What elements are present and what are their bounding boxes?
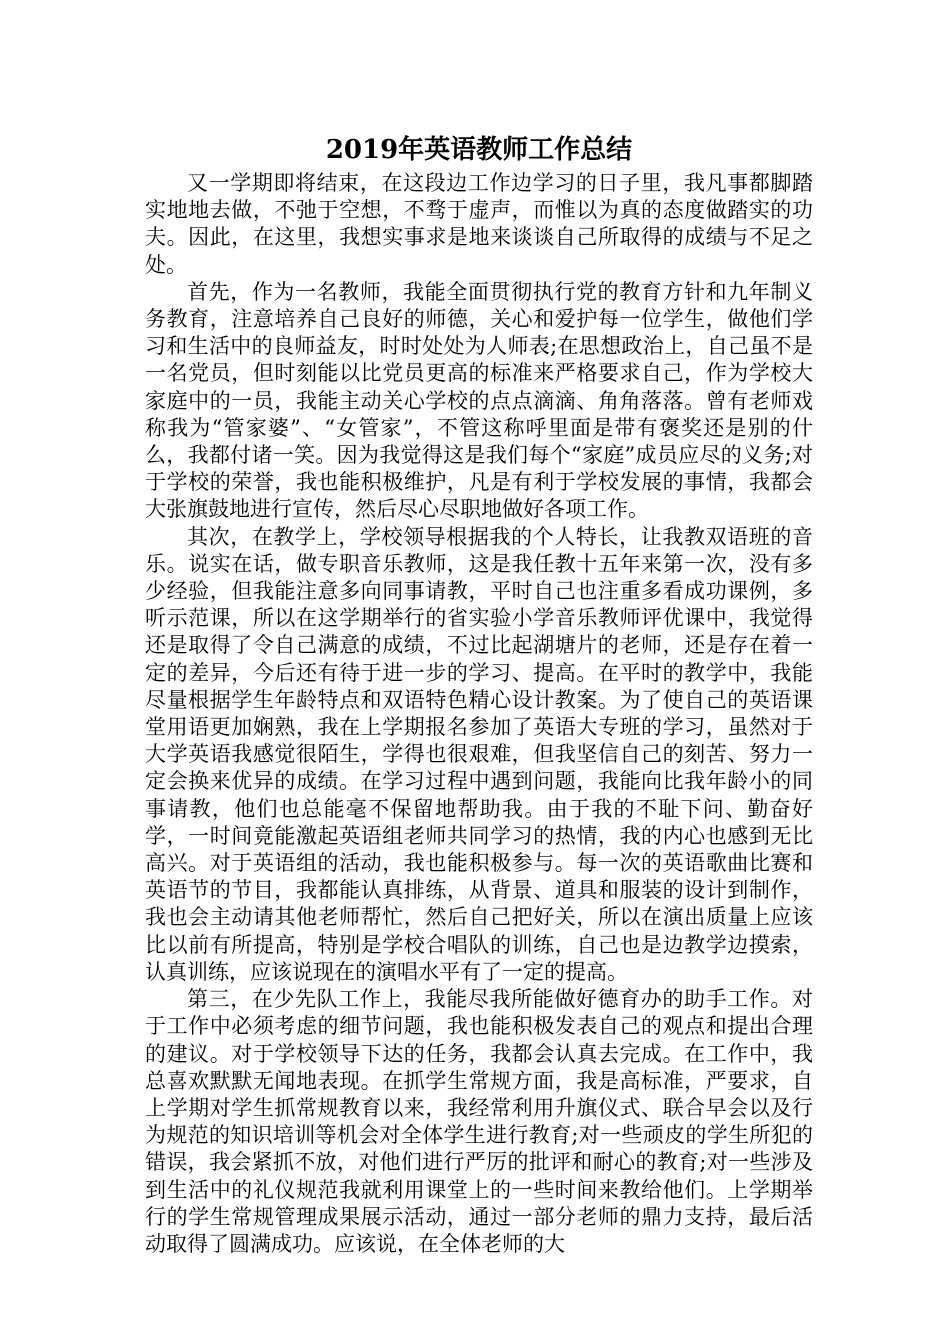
paragraph-second: 其次，在教学上，学校领导根据我的个人特长，让我教双语班的音乐。说实在话，做专职音乐教师，这是我任教十五年来第一次，没有多少经验，但我能注意多向同事请教，平时自己也注重多看成功课例，多听示范课，所以在这学期举行的省实验小学音乐教师评优课中，我觉得还是取得了令自己满意的成绩，不过比起湖塘片的老师，还是存在着一定的差异，今后还有待于进一步的学习、提高。在平时的教学中，我能尽量根据学生年龄特点和双语特色精心设计教案。为了使自己的英语课堂用语更加娴熟，我在上学期报名参加了英语大专班的学习，虽然对于大学英语我感觉很陌生，学得也很艰难，但我坚信自己的刻苦、努力一定会换来优异的成绩。在学习过程中遇到问题，我能向比我年龄小的同事请教，他们也总能毫不保留地帮助我。由于我的不耻下问、勤奋好学，一时间竟能激起英语组老师共同学习的热情，我的内心也感到无比高兴。对于英语组的活动，我也能积极参与。每一次的英语歌曲比赛和英语节的节目，我都能认真排练，从背景、道具和服装的设计到制作，我也会主动请其他老师帮忙，然后自己把好关，所以在演出质量上应该比以前有所提高，特别是学校合唱队的训练，自己也是边教学边摸索，认真训练，应该说现在的演唱水平有了一定的提高。 <box>145 524 813 984</box>
paragraph-first: 首先，作为一名教师，我能全面贯彻执行党的教育方针和九年制义务教育，注意培养自己良好的师德，关心和爱护每一位学生，做他们学习和生活中的良师益友，时时处处为人师表;在思想政治上，自己虽不是一名党员，但时刻能以比党员更高的标准来严格要求自己，作为学校大家庭中的一员，我能主动关心学校的点点滴滴、角角落落。曾有老师戏称我为“管家婆”、“女管家”，不管这称呼里面是带有褒奖还是别的什么，我都付诸一笑。因为我觉得这是我们每个“家庭”成员应尽的义务;对于学校的荣誉，我也能积极维护，凡是有利于学校发展的事情，我都会大张旗鼓地进行宣传，然后尽心尽职地做好各项工作。 <box>145 279 813 522</box>
document-body <box>145 170 813 1258</box>
document-page <box>145 130 813 1258</box>
document-title: 2019年英语教师工作总结 <box>325 135 633 165</box>
paragraph-intro: 又一学期即将结束，在这段边工作边学习的日子里，我凡事都脚踏实地地去做，不弛于空想，不骛于虚声，而惟以为真的态度做踏实的功夫。因此，在这里，我想实事求是地来谈谈自己所取得的成绩与不足之处。 <box>145 171 813 277</box>
paragraph-third: 第三，在少先队工作上，我能尽我所能做好德育办的助手工作。对于工作中必须考虑的细节问题，我也能积极发表自己的观点和提出合理的建议。对于学校领导下达的任务，我都会认真去完成。在工作中，我总喜欢默默无闻地表现。在抓学生常规方面，我是高标准，严要求，自上学期对学生抓常规教育以来，我经常利用升旗仪式、联合早会以及行为规范的知识培训等机会对全体学生进行教育;对一些顽皮的学生所犯的错误，我会紧抓不放，对他们进行严厉的批评和耐心的教育;对一些涉及到生活中的礼仪规范我就利用课堂上的一些时间来教给他们。上学期举行的学生常规管理成果展示活动，通过一部分老师的鼎力支持，最后活动取得了圆满成功。应该说，在全体老师的大 <box>145 987 813 1256</box>
